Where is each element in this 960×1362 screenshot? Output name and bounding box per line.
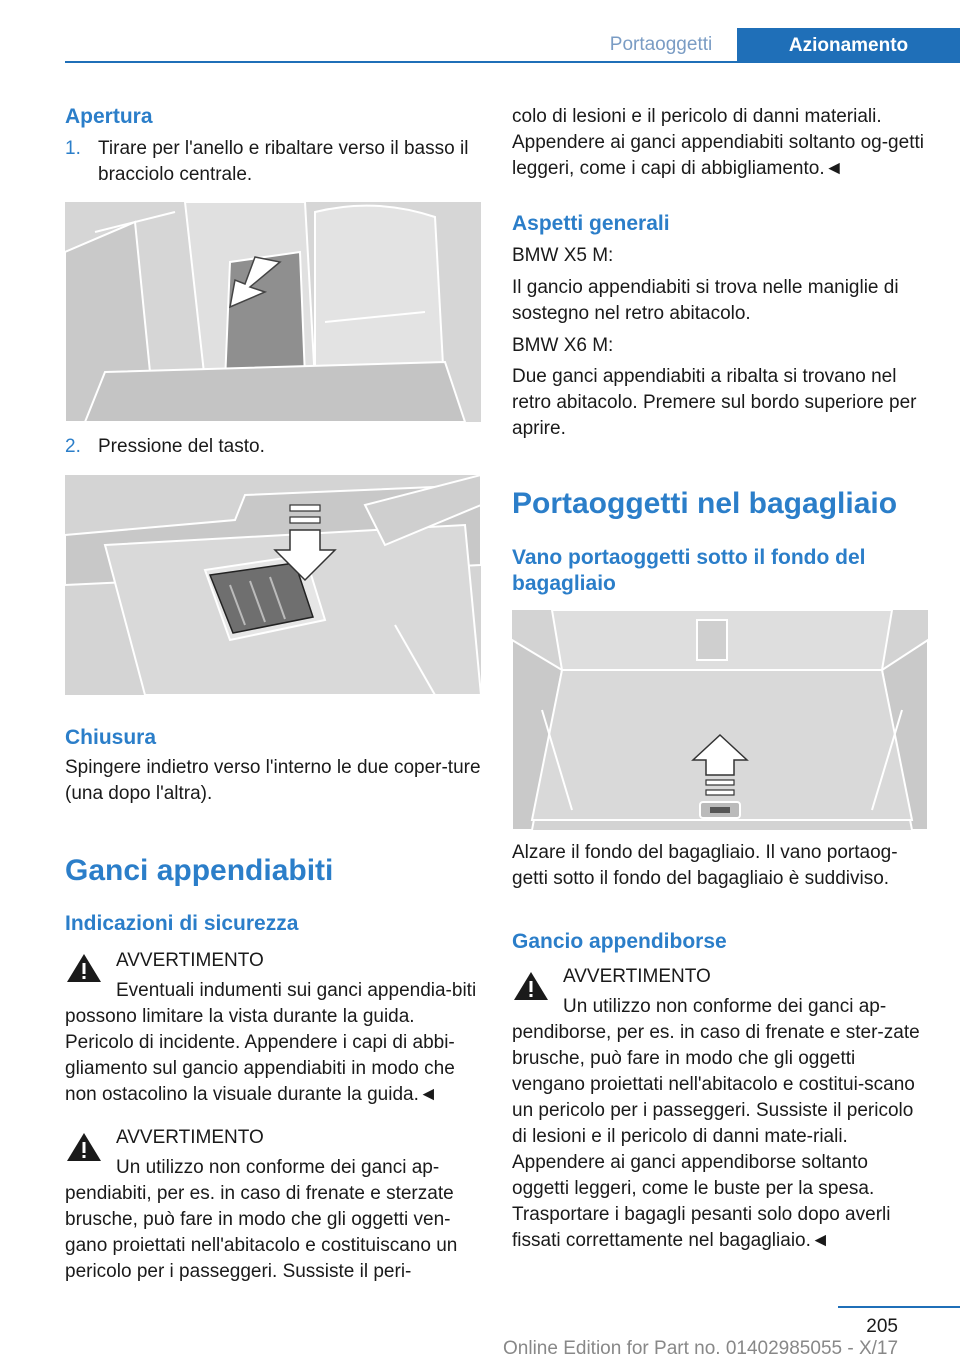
footer-divider	[838, 1306, 960, 1308]
header-chapter-tab[interactable]: Azionamento	[737, 28, 960, 63]
chiusura-text: Spingere indietro verso l'interno le due coper-ture (una dopo l'altra).	[65, 757, 481, 804]
step-2-number: 2.	[65, 436, 81, 457]
sicurezza-heading: Indicazioni di sicurezza	[65, 912, 299, 935]
warning-2-text: Un utilizzo non conforme dei ganci ap-pendiabiti, per es. in caso di frenate e sterzate brusche, può fare in modo che gli oggetti ven-gano proiettati nell'abitacolo e costituiscano un pericolo per i passeggeri. Sussiste il peri-	[65, 1157, 458, 1282]
warning-2-continuation: colo di lesioni e il pericolo di danni materiali. Appendere ai ganci appendiabiti soltanto og-getti leggeri, come i capi di abbigliamento.◄	[512, 106, 924, 179]
x6-text: Due ganci appendiabiti a ribalta si trovano nel retro abitacolo. Premere sul bordo superiore per aprire.	[512, 366, 917, 439]
apertura-heading: Apertura	[65, 105, 153, 128]
warning-2-label: AVVERTIMENTO	[116, 1127, 264, 1148]
luggage-floor-illustration	[512, 610, 928, 830]
chiusura-heading: Chiusura	[65, 726, 157, 749]
warning-3-label: AVVERTIMENTO	[563, 966, 711, 987]
step-1-text: Tirare per l'anello e ribaltare verso il basso il bracciolo centrale.	[98, 138, 469, 185]
header-section-tab[interactable]: Portaoggetti	[609, 33, 713, 55]
vano-heading: Vano portaoggetti sotto il fondo del bagagliaio	[512, 546, 866, 595]
warning-1-text: Eventuali indumenti sui ganci appendia-biti possono limitare la vista durante la guida. Pericolo di incidente. Appendere i capi di abbi-gliamento sul gancio appendiabiti in modo che non ostacolino la visuale durante la guida.◄	[65, 980, 477, 1105]
edition-note: Online Edition for Part no. 01402985055 - X/17	[503, 1338, 899, 1359]
x5-label: BMW X5 M:	[512, 245, 614, 266]
header-divider	[65, 61, 960, 63]
vano-text: Alzare il fondo del bagagliaio. Il vano portaog-getti sotto il fondo del bagagliaio è suddiviso.	[512, 842, 898, 889]
armrest-folding-figure	[65, 202, 481, 422]
page-number: 205	[866, 1316, 898, 1337]
warning-3-text: Un utilizzo non conforme dei ganci ap-pendiborse, per es. in caso di frenate e ster-zate brusche, può fare in modo che gli oggetti vengano proiettati nell'abitacolo e costitui-scano un pericolo per i passeggeri. Sussiste il pericolo di lesioni e il pericolo di danni mate-riali. Appendere ai ganci appendiborse soltanto oggetti leggeri, come le buste per la spesa. Trasportare i bagagli pesanti solo dopo averli fissati correttamente nel bagagliaio.◄	[512, 996, 920, 1251]
warning-1-label: AVVERTIMENTO	[116, 950, 264, 971]
button-press-illustration	[65, 475, 481, 695]
gancio-heading: Gancio appendiborse	[512, 930, 727, 953]
step-1-number: 1.	[65, 138, 81, 159]
step-2	[65, 434, 481, 464]
button-press-figure	[65, 475, 481, 695]
aspetti-heading: Aspetti generali	[512, 212, 670, 235]
step-1	[65, 136, 481, 192]
armrest-folding-illustration	[65, 202, 481, 422]
bagagliaio-heading: Portaoggetti nel bagagliaio	[512, 487, 898, 520]
x6-label: BMW X6 M:	[512, 335, 614, 356]
ganci-heading: Ganci appendiabiti	[65, 854, 334, 887]
x5-text: Il gancio appendiabiti si trova nelle maniglie di sostegno nel retro abitacolo.	[512, 277, 899, 324]
step-2-text: Pressione del tasto.	[98, 436, 265, 457]
luggage-floor-figure	[512, 610, 928, 830]
